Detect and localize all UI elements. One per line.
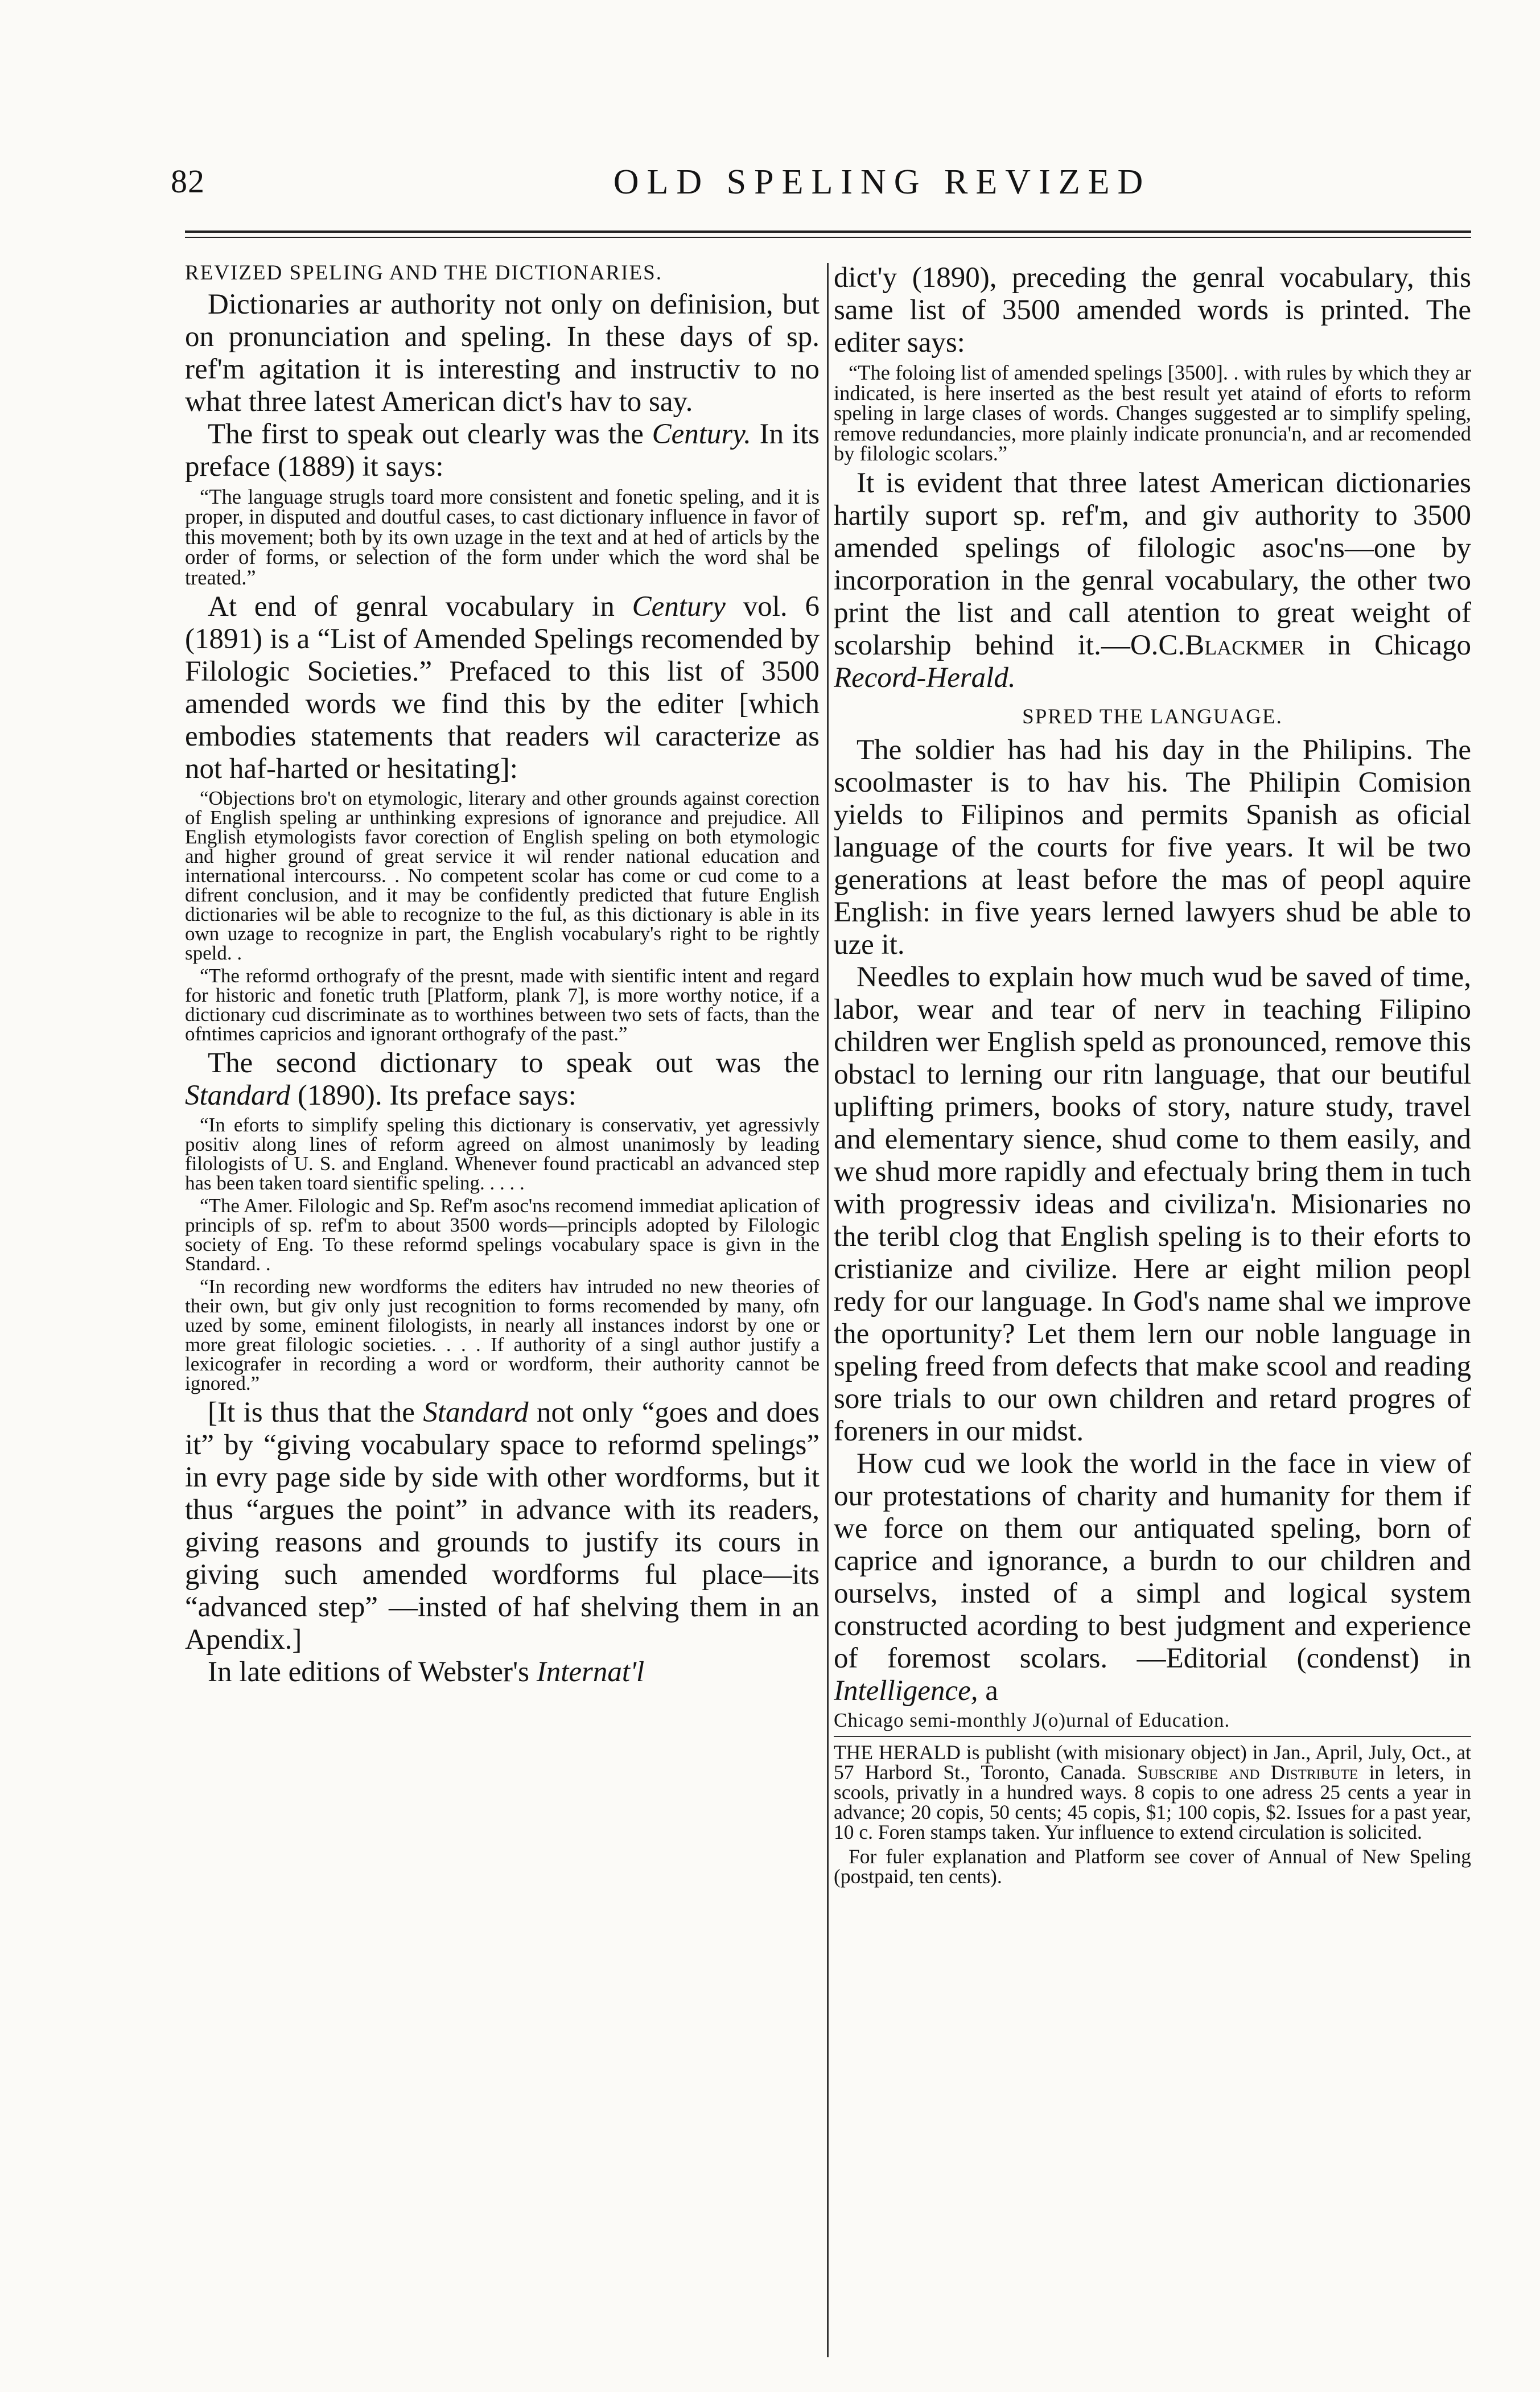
section-heading-spred: SPRED THE LANGUAGE. [1022, 705, 1283, 728]
italic-title: Standard [185, 1080, 291, 1112]
paragraph [185, 418, 820, 483]
text-run: How cud we look the world in the face in view of our protestations of charity and humanity for them if we force on them our antiquated speling, born of caprice and ignorance, a burdn to our children and ourselvs, insted of a simpl and logical system constructed acording to best judgment and experience of foremost scolars. —Editorial (condenst) in [834, 1448, 1471, 1675]
paragraph [834, 467, 1471, 694]
paragraph [185, 1047, 820, 1112]
text-run: (1890). Its preface says: [290, 1080, 577, 1112]
text-run: THE HERALD is publisht (with misionary object) in Jan., April, July, Oct., at 57 Harbord St., Toronto, Canada. [834, 1741, 1471, 1784]
text-run: not only “goes and does it” by “giving vocabulary space to reformd spelings” in evry page side by side with other wordforms, but it thus “argues the point” in advance with its readers, giving reasons and grounds to justify its cours in giving such amended wordforms ful place—its “advanced step” —insted of haf shelving them in an Apendix.] [185, 1397, 820, 1656]
publication-notice [834, 1743, 1471, 1842]
text-run: In its preface (1889) it says: [185, 418, 820, 483]
block-quote: “In eforts to simplify speling this dictionary is conservativ, yet agressivly positiv along lines of reform agreed on almost unanimosly by leading filologists of U. S. and England. Whenever found practicabl an advanced step has been taken toard sientific speling. . . . . [185, 1114, 820, 1195]
running-title: OLD SPELING REVIZED [613, 163, 1151, 201]
text-run: In late editions of Webster's [208, 1656, 537, 1689]
italic-title: Intelligence, [834, 1675, 978, 1707]
block-quote: “Objections bro't on etymologic, literary and other grounds against corection of English speling ar unthinking expresions of ignorance and prejudice. All English etymologists favor corection of English speling on both etymologic and higher ground of great service it wil render national education and international intercourss. . No competent scolar has come or cud come to a difrent conclusion, and it may be confidently predicted that future English dictionaries wil be able to recognize to the ful, as this dictionary is able in its own uzage to recognize in part, the English vocabulary's right to be rightly speld. . [185, 787, 820, 965]
header-rule-thick [185, 230, 1471, 233]
running-head [171, 162, 1480, 208]
author-name: Blackmer [1185, 629, 1305, 661]
column-divider [827, 263, 829, 2357]
left-column [185, 262, 820, 2379]
text-run: It is evident that three latest American dictionaries hartily suport sp. ref'm, and giv authority to 3500 amended spelings of filologic asoc'ns—one by incorporation in the genral vocabulary, the other two print the list and call atention to great weight of scolarship behind it.—O.C. [834, 467, 1471, 661]
platform-notice: For fuler explanation and Platform see cover of Annual of New Speling (postpaid, ten cents). [834, 1845, 1471, 1888]
block-quote: “The foloing list of amended spelings [3500]. . with rules by which they ar indicated, is here inserted as the best result yet ataind of eforts to reform speling in large clases of words. Changes suggested ar to simplify speling, remove redundancies, more plainly indicate pronuncia'n, and ar recomended by filologic scolars.” [834, 361, 1471, 465]
text-run: The first to speak out clearly was the [208, 418, 652, 450]
paragraph [185, 591, 820, 785]
block-quote: “The Amer. Filologic and Sp. Ref'm asoc'ns recomend immediat aplication of principls of sp. ref'm to about 3500 words—principls adopted by Filologic society of Eng. To these reformd spelings vocabulary space is givn in the Standard. . [185, 1195, 820, 1275]
italic-title: Record-Herald. [834, 661, 1016, 694]
right-column [834, 262, 1471, 2379]
block-quote: “In recording new wordforms the editers hav intruded no new theories of their own, but giv only just recognition to forms recomended by many, ofn uzed by some, eminent filologists, in nearly all instances indorst by one or more great filologic societies. . . . If authority of a singl author justify a lexicografer in recording a word or wordform, their authority cannot be ignored.” [185, 1275, 820, 1395]
block-quote: “The reformd orthografy of the presnt, made with sientific intent and regard for historic and fonetic truth [Platform, plank 7], is more worthy notice, if a dictionary cud discriminate as to worthines between two sets of facts, than the ofntimes capricios and ignorant orthografy of the past.” [185, 965, 820, 1045]
paragraph: Dictionaries ar authority not only on definision, but on pronunciation and speling. In these days of sp. ref'm agitation it is interesting and instructiv to no what three latest American dict's hav to say. [185, 288, 820, 418]
header-rule-thin [185, 237, 1471, 238]
italic-title: Century. [652, 418, 751, 450]
italic-title: Standard [423, 1397, 529, 1429]
text-run: Subscribe and Distribute [1137, 1761, 1358, 1784]
block-quote: “The language strugls toard more consistent and fonetic speling, and it is proper, in disputed and doutful cases, to cast dictionary influence in favor of this movement; both by its own uzage in the text and at hed of articls by the order of forms, or selection of the form under which the word shal be treated.” [185, 484, 820, 589]
paragraph: Needles to explain how much wud be saved of time, labor, wear and tear of nerv in teaching Filipino children wer English speld as pronounced, remove this obstacl to lerning our ritn language, that our beutiful uplifting primers, books of story, nature study, travel and elementary sience, shud come to them easily, and we shud more rapidly and efectualy bring them in tuch with progressiv ideas and civiliza'n. Misionaries no the teribl clog that English speling is to their eforts to cristianize and civilize. Here ar eight milion peopl redy for our language. In God's name shal we improve the oportunity? Let them lern our noble language in speling freed from defects that make scool and reading sore trials to our own children and retard progres of foreners in our midst. [834, 961, 1471, 1448]
italic-title: Internat'l [536, 1656, 645, 1689]
paragraph [185, 1656, 820, 1689]
notice-rule [834, 1736, 1471, 1737]
page-number: 82 [171, 163, 205, 200]
paragraph [834, 1448, 1471, 1707]
text-run: [It is thus that the [208, 1397, 423, 1429]
text-run: vol. 6 (1891) is a “List of Amended Spelings recomended by Filologic Societies.” Prefaced to this list of 3500 amended words we find this by the editer [which embodies statements that readers wil caracterize as not haf-harted or hesitating]: [185, 591, 820, 785]
paragraph: dict'y (1890), preceding the genral vocabulary, this same list of 3500 amended words is printed. The editer says: [834, 262, 1471, 359]
paragraph: The soldier has had his day in the Philipins. The scoolmaster is to hav his. The Philipin Comision yields to Filipinos and permits Spanish as oficial language of the courts for five years. It wil be two generations at least before the mas of peopl aquire English: in five years lerned lawyers shud be able to uze it. [834, 734, 1471, 961]
text-run: in Chicago [1304, 629, 1471, 661]
text-run: At end of genral vocabulary in [208, 591, 632, 623]
source-line: Chicago semi-monthly J(o)urnal of Education. [834, 1709, 1230, 1732]
paragraph [185, 1397, 820, 1656]
text-run: in leters, in scools, privatly in a hundred ways. 8 copis to one adress 25 cents a year in advance; 20 copis, 50 cents; 45 copis, $1; 100 copis, $2. Issues for a past year, 10 c. Foren stamps taken. Yur influence to extend circulation is solicited. [834, 1761, 1471, 1844]
italic-title: Century [632, 591, 726, 623]
text-run: The second dictionary to speak out was the [208, 1047, 820, 1080]
section-heading-dictionaries: REVIZED SPELING AND THE DICTIONARIES. [185, 262, 662, 285]
text-run: a [978, 1675, 998, 1707]
